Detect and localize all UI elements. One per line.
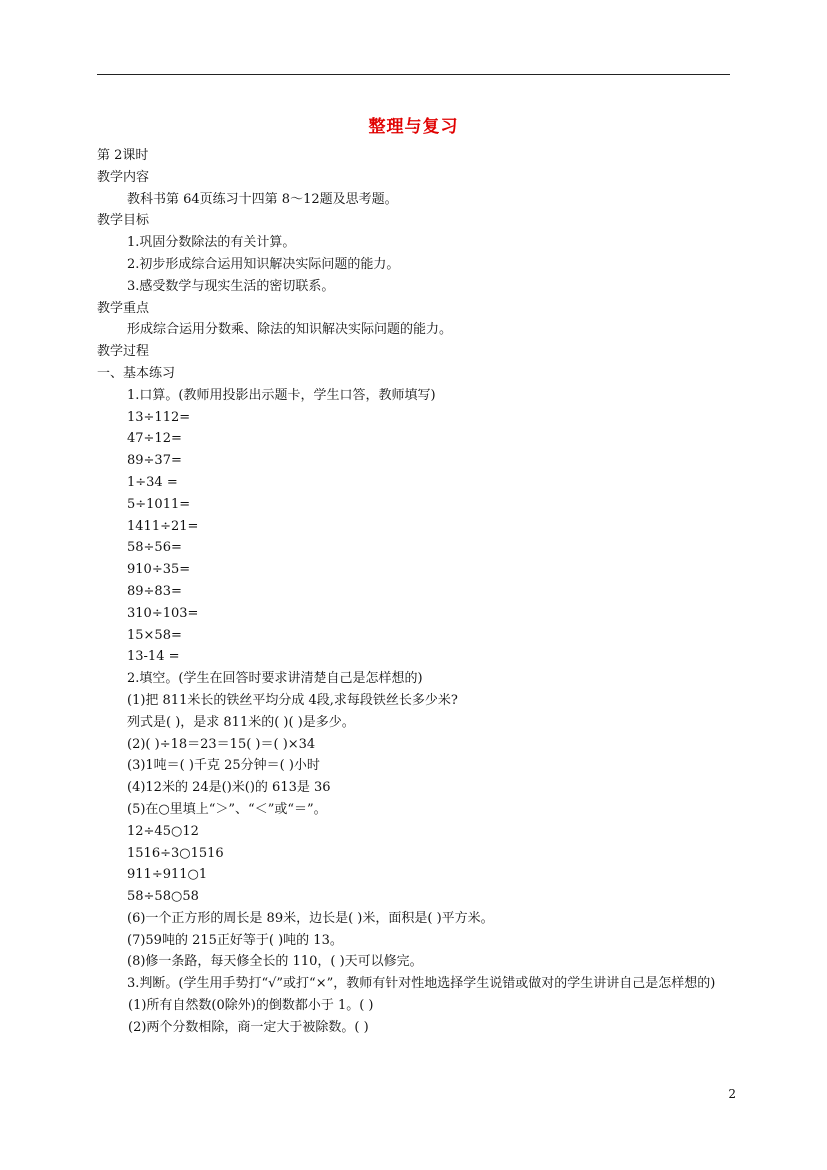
text-line: 2.填空。(学生在回答时要求讲清楚自己是怎样想的) — [127, 671, 423, 687]
text-line: 89÷83= — [127, 583, 182, 599]
section-heading: 一、基本练习 — [97, 365, 176, 381]
text-line: 2.初步形成综合运用知识解决实际问题的能力。 — [127, 256, 400, 272]
section-heading: 教学目标 — [97, 213, 150, 229]
text-line: 58÷58○58 — [127, 889, 199, 905]
text-line: (3)1吨＝( )千克 25分钟＝( )小时 — [127, 758, 320, 774]
text-line: (2)( )÷18＝23＝15( )＝( )×34 — [127, 736, 316, 752]
text-line: (2)两个分数相除，商一定大于被除数。( ) — [128, 1019, 369, 1035]
text-line: (1)所有自然数(0除外)的倒数都小于 1。( ) — [128, 998, 374, 1014]
text-line: 1.巩固分数除法的有关计算。 — [127, 235, 296, 251]
header-rule — [97, 74, 730, 75]
page-number: 2 — [728, 1087, 736, 1101]
text-line: 3.感受数学与现实生活的密切联系。 — [127, 278, 335, 294]
document-body — [97, 145, 733, 1039]
section-heading: 教学重点 — [97, 300, 150, 316]
section-heading: 教学内容 — [97, 169, 150, 185]
text-line: (8)修一条路，每天修全长的 110，( )天可以修完。 — [127, 954, 423, 970]
text-line: (4)12米的 24是()米()的 613是 36 — [127, 780, 331, 796]
text-line: 13-14 = — [127, 649, 180, 665]
text-line: 5÷1011= — [127, 496, 191, 512]
text-line: (5)在○里填上“＞”、“＜”或“＝”。 — [127, 801, 327, 817]
text-line: 15×58= — [127, 627, 182, 643]
text-line: 58÷56= — [127, 540, 182, 556]
text-line: 1÷34 = — [127, 474, 178, 490]
text-line: 12÷45○12 — [127, 823, 199, 839]
text-line: (7)59吨的 215正好等于( )吨的 13。 — [127, 932, 343, 948]
section-heading: 第 2课时 — [97, 148, 149, 163]
text-line: 列式是( )，是求 811米的( )( )是多少。 — [127, 714, 355, 730]
text-line: 3.判断。(学生用手势打“√”或打“×”，教师有针对性地选择学生说错或做对的学生讲讲自己是怎样想的) — [127, 976, 716, 992]
text-line: 47÷12= — [127, 431, 182, 447]
text-line: (1)把 811米长的铁丝平均分成 4段,求每段铁丝长多少米? — [127, 692, 458, 708]
text-line: 教科书第 64页练习十四第 8～12题及思考题。 — [127, 191, 398, 207]
text-line: 1411÷21= — [127, 518, 199, 534]
text-line: 13÷112= — [127, 409, 191, 425]
text-line: (6)一个正方形的周长是 89米，边长是( )米，面积是( )平方米。 — [127, 910, 494, 926]
text-line: 910÷35= — [127, 562, 191, 578]
page-title: 整理与复习 — [368, 117, 459, 137]
text-line: 911÷911○1 — [127, 867, 208, 883]
text-line: 1516÷3○1516 — [127, 845, 224, 861]
text-line: 形成综合运用分数乘、除法的知识解决实际问题的能力。 — [127, 322, 453, 338]
text-line: 89÷37= — [127, 453, 182, 469]
section-heading: 教学过程 — [97, 344, 150, 360]
text-line: 1.口算。(教师用投影出示题卡，学生口答，教师填写) — [127, 387, 436, 403]
text-line: 310÷103= — [127, 605, 199, 621]
